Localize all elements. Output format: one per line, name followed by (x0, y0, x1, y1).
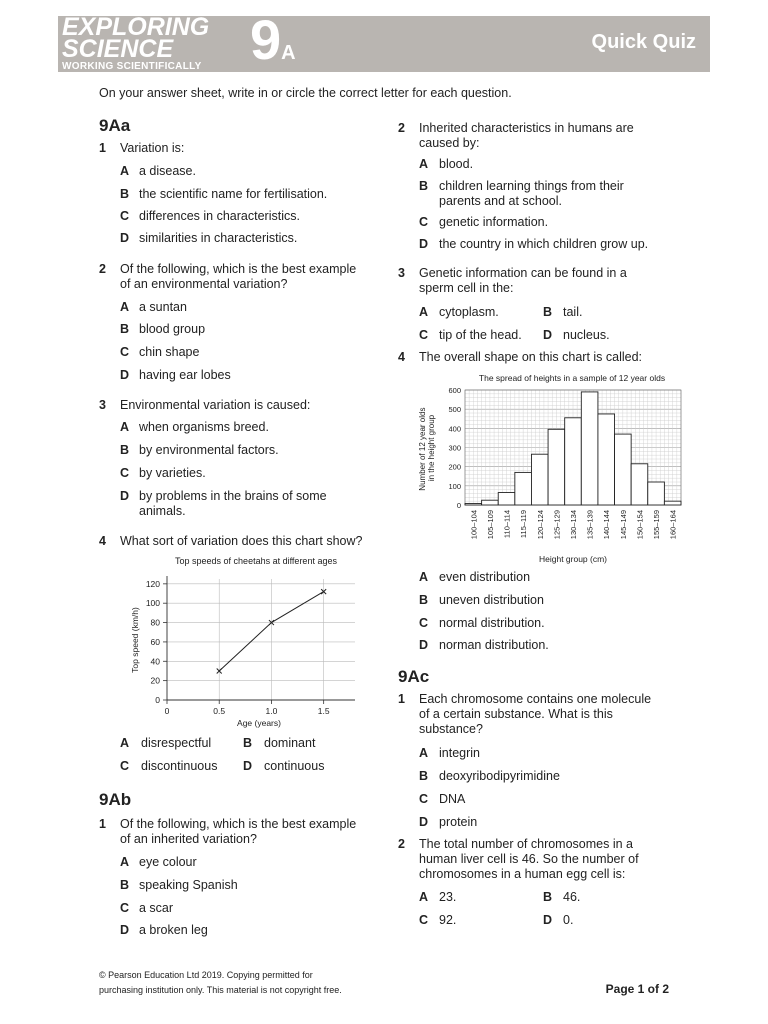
option-text: norman distribution. (439, 638, 549, 652)
x-tick-label: 125–129 (552, 510, 562, 540)
logo-line-3: WORKING SCIENTIFICALLY (62, 61, 202, 72)
cheetah-speed-chart (120, 552, 370, 732)
histogram-bar (664, 501, 681, 505)
option-letter[interactable]: C (120, 466, 130, 480)
instructions: On your answer sheet, write in or circle the correct letter for each question. (99, 86, 512, 100)
question-text-line: substance? (419, 722, 483, 736)
question-text (120, 817, 356, 847)
y-tick-label: 40 (150, 656, 160, 667)
question-text (419, 692, 651, 737)
histogram-bar (498, 493, 515, 505)
option-letter[interactable]: D (419, 638, 429, 652)
x-axis-label: Age (years) (237, 718, 281, 728)
x-tick-label: 130–134 (569, 510, 578, 540)
x-tick-label: 120–124 (535, 510, 545, 540)
question-number: 4 (99, 534, 106, 548)
histogram-bar (581, 392, 598, 505)
x-tick-label: 160–164 (668, 510, 678, 540)
option-text: uneven distribution (439, 593, 544, 607)
option-letter[interactable]: A (419, 305, 429, 319)
question-text-line: of a certain substance. What is this (419, 707, 613, 721)
x-tick-label: 105–109 (485, 510, 495, 540)
option-letter[interactable]: A (419, 157, 429, 171)
option-text: DNA (439, 792, 466, 806)
option-text: 92. (439, 913, 457, 927)
copyright-footer (99, 968, 342, 998)
histogram-bar (648, 482, 665, 505)
option-text: similarities in characteristics. (139, 231, 298, 245)
option-text: genetic information. (439, 215, 549, 229)
option-letter[interactable]: A (419, 890, 429, 904)
option-letter[interactable]: D (120, 231, 130, 245)
option-letter[interactable]: D (120, 368, 130, 382)
option-text: by varieties. (139, 466, 206, 480)
unit-number: 9 (250, 8, 282, 71)
y-tick-label: 80 (150, 617, 160, 628)
chart-title: Top speeds of cheetahs at different ages (175, 556, 337, 566)
y-tick-label: 500 (448, 405, 461, 415)
x-tick-label: 0 (164, 706, 170, 716)
section-heading-9Aa: 9Aa (99, 116, 131, 135)
height-histogram (415, 368, 695, 568)
option-text: having ear lobes (139, 368, 231, 382)
option-text-line: by problems in the brains of some (139, 489, 327, 503)
option-letter[interactable]: A (120, 164, 130, 178)
option-text-line: animals. (139, 504, 186, 518)
option-text: 0. (563, 913, 574, 927)
option-letter[interactable]: C (120, 345, 130, 359)
y-tick-label: 60 (150, 636, 160, 647)
option-letter[interactable]: A (419, 570, 429, 584)
option-letter[interactable]: A (419, 746, 429, 760)
option-text: chin shape (139, 345, 200, 359)
page-title: Quick Quiz (591, 31, 696, 53)
option-letter[interactable]: C (120, 759, 130, 773)
question-text-line: chromosomes in a human egg cell is: (419, 867, 626, 881)
x-tick-label: 135–139 (585, 510, 595, 540)
option-text: the country in which children grow up. (439, 237, 649, 251)
question-text (419, 121, 634, 151)
option-letter[interactable]: B (120, 443, 130, 457)
option-text: continuous (264, 759, 325, 773)
option-letter[interactable]: D (419, 237, 429, 251)
logo-line-1: EXPLORING (62, 13, 210, 41)
option-letter[interactable]: A (120, 300, 130, 314)
question-number: 1 (99, 817, 106, 831)
option-text: integrin (439, 746, 480, 760)
x-tick-label: 1.0 (265, 706, 278, 716)
option-letter[interactable]: D (543, 913, 553, 927)
option-text: even distribution (439, 570, 531, 584)
option-text: a suntan (139, 300, 187, 314)
unit-letter: A (281, 42, 296, 64)
option-text: eye colour (139, 855, 197, 869)
option-text: disrespectful (141, 736, 212, 750)
chart-title: The spread of heights in a sample of 12 year olds (478, 373, 666, 383)
question-text-line: human liver cell is 46. So the number of (419, 852, 639, 866)
option-text: by environmental factors. (139, 443, 279, 457)
option-letter[interactable]: C (120, 209, 130, 223)
histogram-bar (531, 454, 548, 505)
question-text-line: The total number of chromosomes in a (419, 837, 633, 851)
option-letter[interactable]: B (243, 736, 253, 750)
unit-label (250, 10, 296, 83)
x-tick-label: 100–104 (469, 510, 479, 540)
option-text-line: children learning things from their (439, 179, 624, 193)
option-letter[interactable]: A (120, 420, 130, 434)
section-heading-9Ab: 9Ab (99, 790, 132, 809)
option-letter[interactable]: A (120, 855, 130, 869)
y-tick-label: 100 (448, 481, 461, 491)
y-tick-label: 120 (145, 578, 160, 589)
question-text-line: sperm cell in the: (419, 281, 514, 295)
y-tick-label: 300 (448, 443, 461, 453)
histogram-bar (615, 434, 632, 505)
question-text-line: of an inherited variation? (120, 832, 257, 846)
x-tick-label: 1.5 (317, 706, 330, 716)
question-text-line: of an environmental variation? (120, 277, 288, 291)
question-text: Variation is: (120, 141, 185, 155)
option-letter[interactable]: C (419, 616, 429, 630)
page-number: Page 1 of 2 (605, 982, 669, 996)
question-text-line: caused by: (419, 136, 480, 150)
question-text: Environmental variation is caused: (120, 398, 311, 412)
option-letter[interactable]: B (543, 890, 553, 904)
question-text-line: Genetic information can be found in a (419, 266, 627, 280)
question-number: 4 (398, 350, 405, 364)
x-tick-label: 155–159 (652, 510, 662, 540)
option-letter[interactable]: C (419, 792, 429, 806)
histogram-bar (598, 414, 615, 505)
histogram-bar (565, 418, 582, 505)
y-tick-label: 0 (456, 501, 461, 510)
option-text: differences in characteristics. (139, 209, 300, 223)
option-text: blood group (139, 322, 206, 336)
option-letter[interactable]: B (543, 305, 553, 319)
copyright-line: © Pearson Education Ltd 2019. Copying permitted for (99, 970, 313, 980)
question-number: 1 (398, 692, 405, 706)
question-text-line: Each chromosome contains one molecule (419, 692, 652, 706)
option-text (139, 489, 327, 519)
x-tick-label: 150–154 (635, 510, 645, 540)
option-text: blood. (439, 157, 474, 171)
option-letter[interactable]: B (120, 187, 130, 201)
y-axis-label-line: in the height group (427, 414, 436, 482)
option-text: 46. (563, 890, 581, 904)
x-tick-label: 140–144 (602, 510, 612, 540)
option-text: dominant (264, 736, 316, 750)
question-text: What sort of variation does this chart show? (120, 534, 363, 548)
y-axis-label-line: Number of 12 year olds (418, 407, 427, 491)
option-text: nucleus. (563, 328, 610, 342)
question-text (120, 262, 356, 292)
x-tick-label: 110–114 (502, 510, 512, 539)
question-number: 3 (99, 398, 106, 412)
histogram-bar (631, 464, 648, 505)
y-axis-label (418, 405, 436, 490)
option-letter[interactable]: D (243, 759, 253, 773)
histogram-bar (515, 472, 532, 505)
question-number: 3 (398, 266, 405, 280)
question-number: 1 (99, 141, 106, 155)
option-letter[interactable]: C (419, 913, 429, 927)
option-text: normal distribution. (439, 616, 545, 630)
question-number: 2 (398, 121, 405, 135)
question-text-line: Of the following, which is the best example (120, 262, 357, 276)
copyright-line: purchasing institution only. This material is not copyright free. (99, 985, 342, 995)
question-text-line: Of the following, which is the best example (120, 817, 357, 831)
question-number: 2 (398, 837, 405, 851)
y-axis-label: Top speed (km/h) (130, 607, 140, 673)
y-tick-label: 20 (150, 675, 160, 686)
option-letter[interactable]: C (419, 328, 429, 342)
histogram-bar (548, 429, 565, 505)
option-letter[interactable]: D (120, 923, 130, 937)
option-text: a disease. (139, 164, 196, 178)
option-text: discontinuous (141, 759, 218, 773)
y-tick-label: 100 (145, 598, 160, 609)
x-tick-label: 0.5 (213, 706, 226, 716)
question-number: 2 (99, 262, 106, 276)
question-text (419, 837, 639, 882)
option-text: a broken leg (139, 923, 208, 937)
option-letter[interactable]: C (120, 901, 130, 915)
option-text: protein (439, 815, 478, 829)
option-text-line: parents and at school. (439, 194, 562, 208)
x-tick-label: 115–119 (519, 510, 529, 539)
y-tick-label: 600 (448, 386, 461, 395)
option-text (439, 179, 624, 209)
option-letter[interactable]: D (419, 815, 429, 829)
option-text: tip of the head. (439, 328, 522, 342)
section-heading-9Ac: 9Ac (398, 667, 430, 686)
option-letter[interactable]: B (120, 322, 130, 336)
option-text: tail. (563, 305, 583, 319)
question-text-line: Inherited characteristics in humans are (419, 121, 634, 135)
y-tick-label: 400 (448, 424, 461, 434)
option-letter[interactable]: B (419, 769, 429, 783)
option-letter[interactable]: D (543, 328, 553, 342)
logo-line-2: SCIENCE (62, 35, 174, 63)
option-text: speaking Spanish (139, 878, 238, 892)
option-letter[interactable]: C (419, 215, 429, 229)
y-tick-label: 200 (448, 462, 461, 472)
question-text (419, 266, 627, 296)
option-letter[interactable]: B (419, 593, 429, 607)
option-text: a scar (139, 901, 174, 915)
option-letter[interactable]: B (120, 878, 130, 892)
option-text: deoxyribodipyrimidine (439, 769, 560, 783)
histogram-bar (465, 503, 482, 505)
question-text: The overall shape on this chart is called: (419, 350, 643, 364)
option-text: 23. (439, 890, 457, 904)
x-tick-label: 145–149 (618, 510, 628, 540)
option-text: cytoplasm. (439, 305, 499, 319)
histogram-bar (482, 500, 499, 505)
x-axis-label: Height group (cm) (538, 554, 608, 564)
y-tick-label: 0 (155, 695, 160, 705)
option-letter[interactable]: A (120, 736, 130, 750)
option-text: when organisms breed. (139, 420, 269, 434)
option-letter[interactable]: D (120, 489, 130, 503)
option-text: the scientific name for fertilisation. (139, 187, 328, 201)
option-letter[interactable]: B (419, 179, 429, 193)
